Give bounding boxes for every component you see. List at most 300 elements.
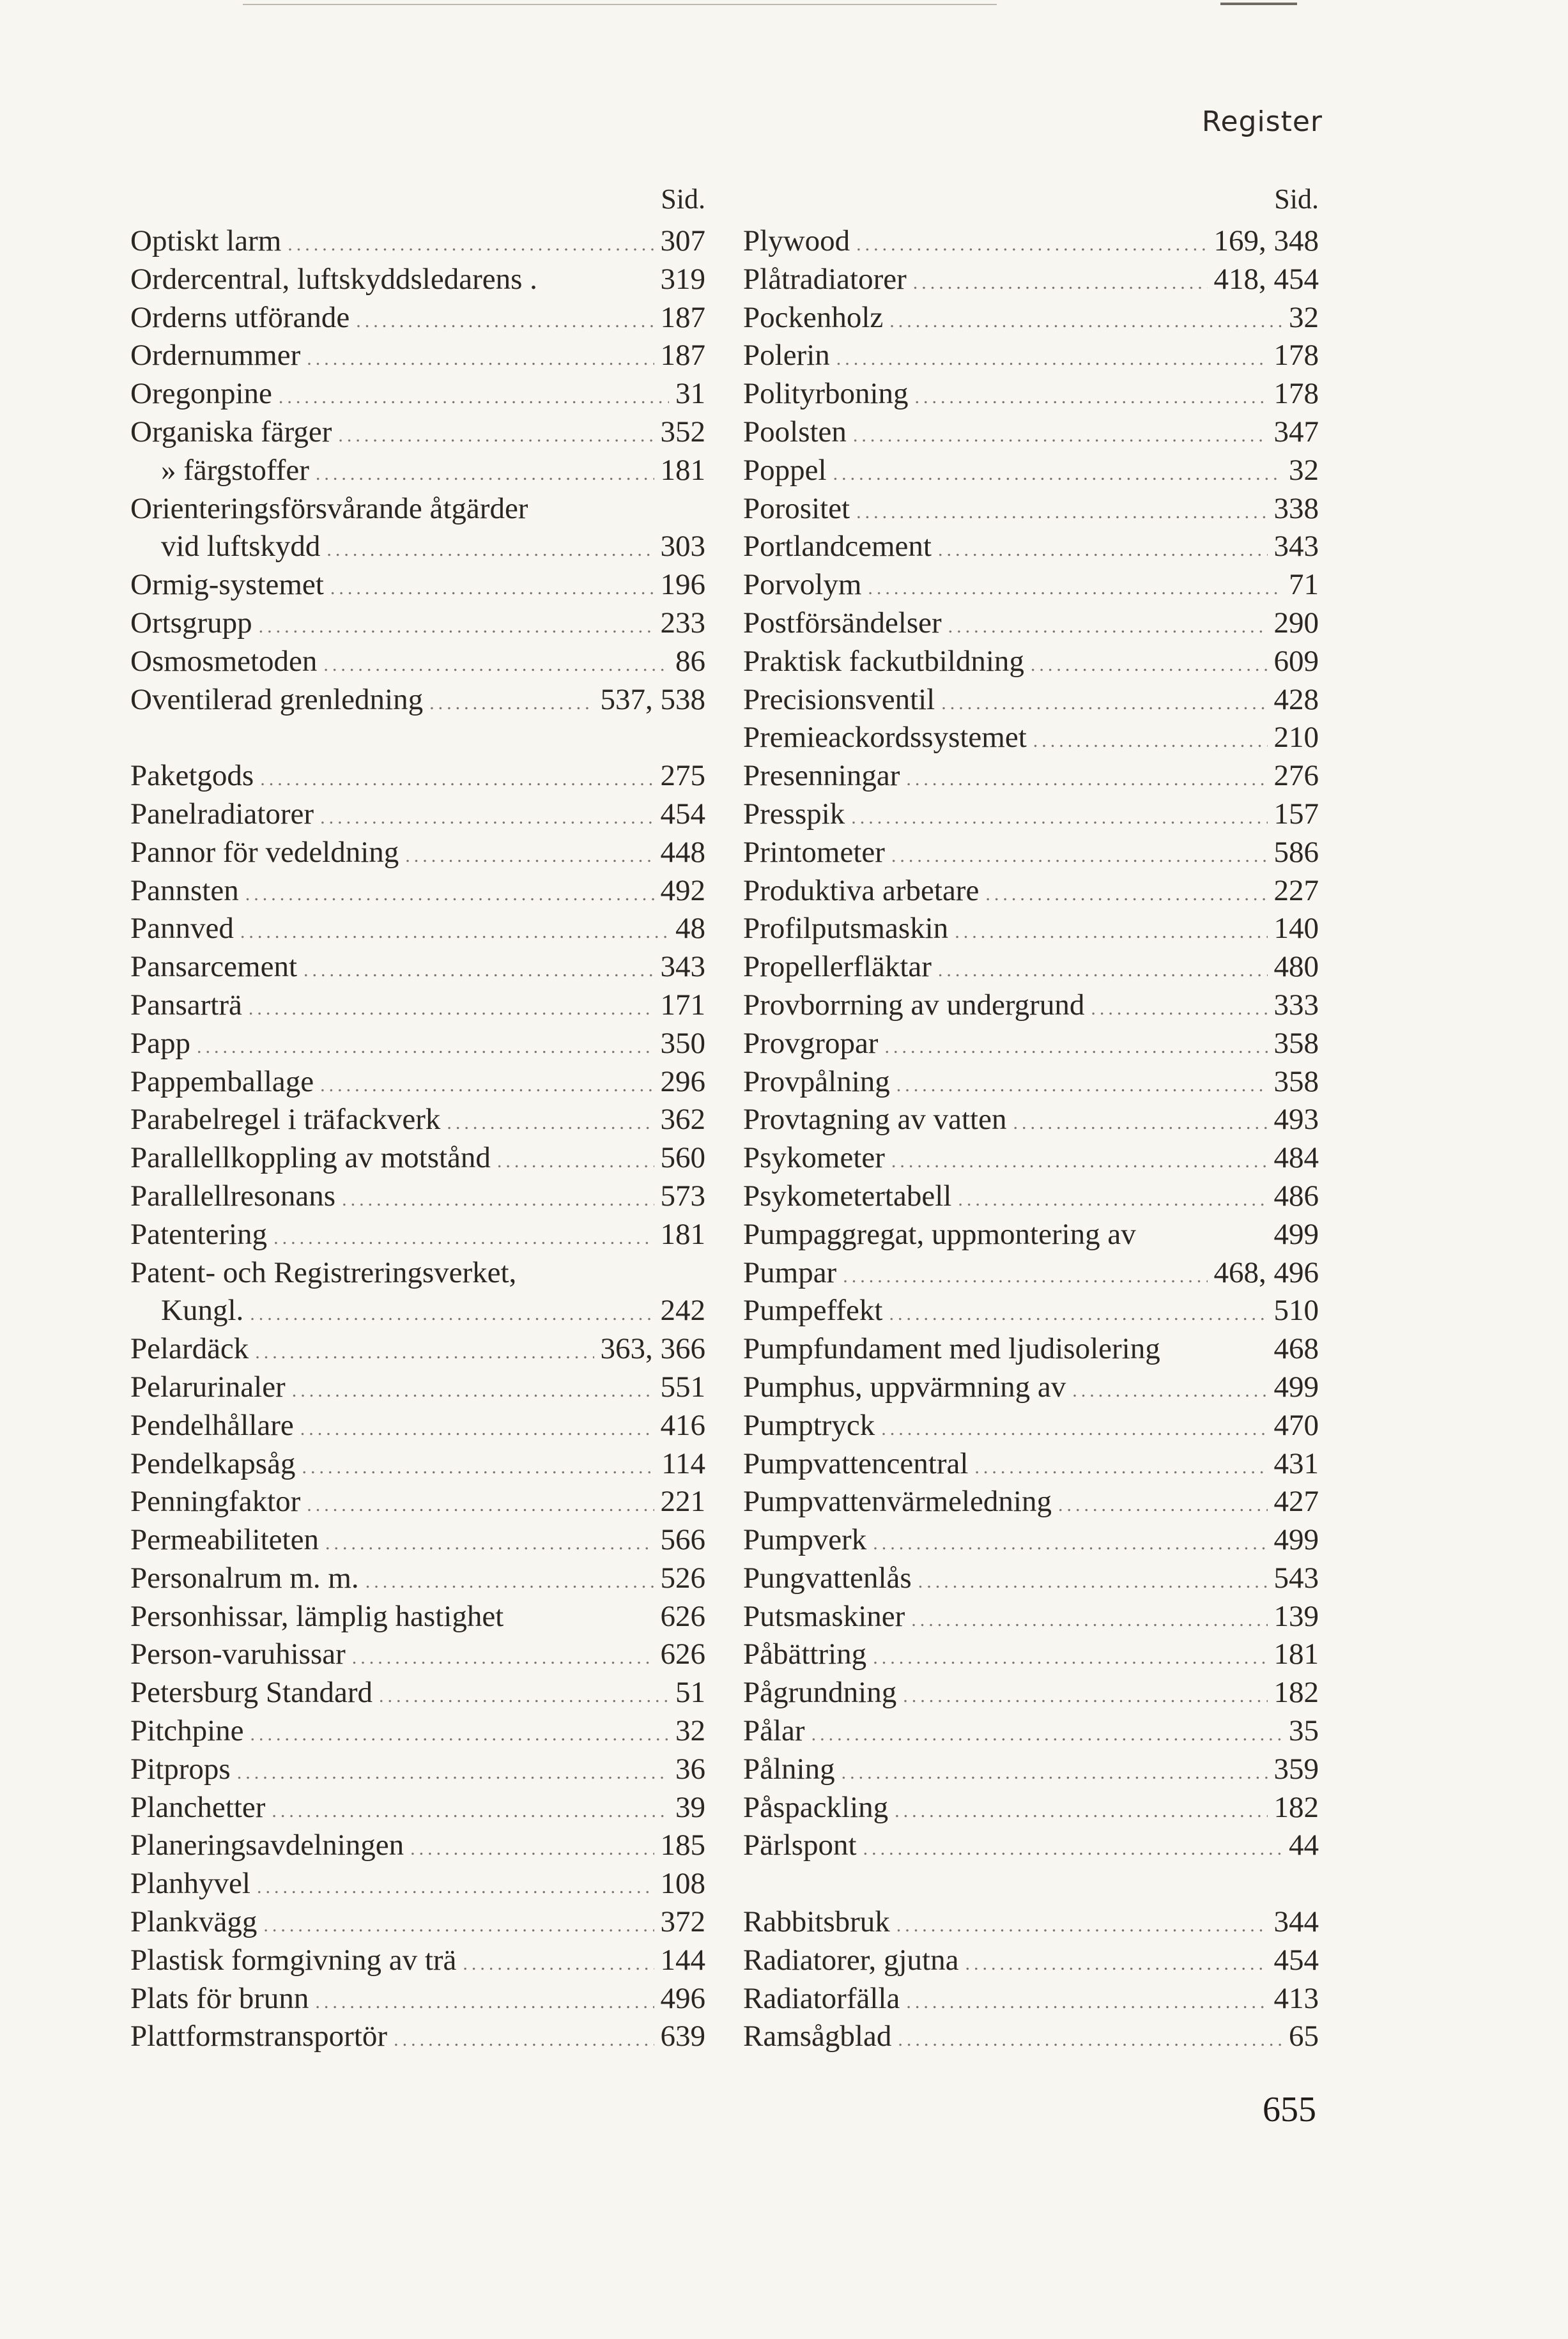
index-term: Parallellresonans — [130, 1179, 336, 1213]
dot-leader — [255, 1333, 594, 1372]
index-page-ref: 44 — [1289, 1829, 1319, 1862]
index-page-ref: 187 — [660, 339, 705, 372]
dot-leader — [250, 1715, 669, 1754]
dot-leader — [302, 1448, 655, 1487]
index-page-ref: 227 — [1273, 873, 1319, 907]
index-page-ref: 140 — [1273, 912, 1319, 946]
dot-leader — [891, 837, 1268, 875]
index-page-ref: 431 — [1273, 1446, 1319, 1480]
index-term: Pansarcement — [130, 950, 298, 984]
index-page-ref: 639 — [660, 2020, 705, 2053]
index-entry — [743, 1139, 1319, 1177]
index-term: Presenningar — [743, 759, 900, 793]
sid-label-left: Sid. — [661, 183, 705, 215]
section-gap — [743, 1865, 1319, 1903]
index-term: Pannor för vedeldning — [130, 835, 399, 869]
index-term: Precisionsventil — [743, 682, 935, 716]
index-page-ref: 499 — [1273, 1370, 1319, 1404]
index-page-ref: 338 — [1273, 491, 1319, 525]
dot-leader — [833, 455, 1282, 493]
index-page-ref: 185 — [660, 1829, 705, 1862]
index-entry — [743, 1483, 1319, 1521]
index-entry — [743, 1254, 1319, 1292]
index-term: Premieackordssystemet — [743, 721, 1027, 755]
index-entry — [743, 1980, 1319, 2018]
dot-leader — [257, 1868, 654, 1906]
dot-leader — [891, 1142, 1268, 1181]
dot-leader — [913, 264, 1208, 302]
index-entry — [743, 1827, 1319, 1865]
sid-label-right: Sid. — [1274, 183, 1319, 215]
index-entry — [743, 1789, 1319, 1827]
dot-leader — [851, 799, 1267, 837]
index-page-ref: 586 — [1273, 835, 1319, 869]
index-column-left — [130, 180, 705, 2056]
index-term: Plywood — [743, 224, 850, 257]
index-term: Planchetter — [130, 1790, 266, 1824]
index-page-ref: 32 — [1289, 300, 1319, 334]
dot-leader — [429, 684, 594, 723]
index-term: Personalrum m. m. — [130, 1561, 359, 1595]
index-entry — [130, 1139, 705, 1177]
index-entry — [130, 1980, 705, 2018]
index-entry — [743, 757, 1319, 795]
index-term: Oventilerad grenledning — [130, 682, 424, 716]
dot-leader — [836, 340, 1268, 378]
index-entry — [743, 566, 1319, 604]
index-term: Parallellkoppling av motstånd — [130, 1141, 491, 1175]
index-entry — [743, 1942, 1319, 1980]
dot-leader — [873, 1639, 1267, 1677]
index-page-ref: 71 — [1289, 568, 1319, 602]
index-page-ref: 480 — [1273, 950, 1319, 984]
index-entry — [743, 1025, 1319, 1063]
index-page-ref: 372 — [660, 1905, 705, 1939]
index-term: Porositet — [743, 491, 850, 525]
index-page-ref: 182 — [1273, 1676, 1319, 1710]
index-entry — [130, 1789, 705, 1827]
index-entry — [130, 1560, 705, 1598]
dot-leader — [259, 608, 654, 646]
dot-leader — [1091, 990, 1267, 1028]
dot-leader — [304, 951, 654, 990]
index-entry — [130, 2018, 705, 2056]
index-page-ref: 496 — [660, 1981, 705, 2015]
dot-leader — [911, 1601, 1267, 1639]
index-entry — [130, 1216, 705, 1254]
dot-leader — [918, 1563, 1268, 1601]
dot-leader — [896, 1906, 1268, 1945]
index-page-ref: 347 — [1273, 415, 1319, 449]
index-entry — [743, 1445, 1319, 1484]
index-entry — [130, 1751, 705, 1789]
index-page-ref: 36 — [675, 1752, 705, 1786]
index-entry — [130, 566, 705, 604]
index-entry — [743, 337, 1319, 375]
index-term: Pendelhållare — [130, 1408, 294, 1442]
index-entry — [743, 1751, 1319, 1789]
dot-leader — [338, 417, 654, 455]
index-entry — [743, 1101, 1319, 1139]
dot-leader — [330, 569, 654, 608]
index-entry — [743, 1216, 1319, 1254]
dot-leader — [896, 1066, 1268, 1105]
index-page-ref: 499 — [1273, 1523, 1319, 1557]
index-entry — [130, 1063, 705, 1101]
index-entry — [743, 986, 1319, 1025]
index-entry — [130, 222, 705, 261]
index-term: Permeabiliteten — [130, 1523, 319, 1557]
dot-leader — [379, 1677, 669, 1715]
dot-leader — [365, 1563, 654, 1601]
index-page-ref: 350 — [660, 1026, 705, 1060]
index-page-ref: 307 — [660, 224, 705, 257]
index-page-ref: 114 — [661, 1446, 705, 1480]
index-term: Pannsten — [130, 873, 239, 907]
index-term: Plankvägg — [130, 1905, 257, 1939]
dot-leader — [292, 1372, 654, 1410]
page-number: 655 — [1263, 2090, 1316, 2129]
index-term: Plåtradiatorer — [743, 262, 907, 296]
index-page-ref: 526 — [660, 1561, 705, 1595]
index-term: Pålar — [743, 1714, 805, 1748]
dot-leader — [1058, 1486, 1268, 1524]
index-entry — [743, 681, 1319, 719]
index-entry — [743, 604, 1319, 643]
index-term: Radiatorer, gjutna — [743, 1943, 959, 1977]
index-entry — [743, 452, 1319, 490]
index-entry — [130, 375, 705, 413]
index-term: Pannved — [130, 912, 234, 946]
index-entry — [743, 834, 1319, 872]
dot-leader — [948, 608, 1268, 646]
index-page-ref: 358 — [1273, 1064, 1319, 1098]
dot-leader — [868, 569, 1282, 608]
index-page-ref: 486 — [1273, 1179, 1319, 1213]
dot-leader — [323, 646, 669, 684]
dot-leader — [895, 1792, 1267, 1830]
index-term: Provpålning — [743, 1064, 890, 1098]
index-entry — [130, 1177, 705, 1216]
index-page-ref: 178 — [1273, 377, 1319, 411]
index-term: Pumpaggregat, uppmontering av — [743, 1217, 1136, 1251]
index-entry — [130, 337, 705, 375]
index-entry — [130, 1674, 705, 1712]
top-edge-mark — [1220, 3, 1297, 5]
index-entry — [743, 1369, 1319, 1407]
index-entry — [743, 222, 1319, 261]
index-page-ref: 358 — [1273, 1026, 1319, 1060]
dot-leader — [842, 1754, 1268, 1792]
index-entry — [743, 795, 1319, 834]
dot-leader — [249, 990, 654, 1028]
index-term: Pansarträ — [130, 988, 242, 1022]
dot-leader — [974, 1448, 1267, 1487]
index-term: Profilputsmaskin — [743, 912, 949, 946]
index-entry — [743, 948, 1319, 986]
index-term: Organiska färger — [130, 415, 332, 449]
index-entry — [130, 490, 705, 528]
entries-right — [743, 222, 1319, 2056]
dot-leader — [898, 2021, 1282, 2059]
index-page-ref: 32 — [675, 1714, 705, 1748]
index-term: Pumpar — [743, 1255, 837, 1289]
dot-leader — [197, 1028, 654, 1066]
index-page-ref: 573 — [660, 1179, 705, 1213]
index-term: Panelradiatorer — [130, 797, 314, 831]
index-entry — [743, 1521, 1319, 1560]
index-term: Pungvattenlås — [743, 1561, 912, 1595]
index-term: Produktiva arbetare — [743, 873, 980, 907]
index-entry — [130, 528, 705, 566]
index-page-ref: 418, 454 — [1213, 262, 1319, 296]
index-entry — [743, 910, 1319, 948]
index-term: Planhyvel — [130, 1867, 250, 1901]
dot-leader — [903, 1677, 1267, 1715]
index-entry — [130, 872, 705, 910]
dot-leader — [915, 378, 1268, 417]
dot-leader — [327, 531, 654, 569]
index-page-ref: 413 — [1273, 1981, 1319, 2015]
index-page-ref: 157 — [1273, 797, 1319, 831]
index-page-ref: 492 — [660, 873, 705, 907]
index-term: Provtagning av vatten — [743, 1103, 1007, 1137]
index-page-ref: 139 — [1273, 1599, 1319, 1633]
index-term: Rabbitsbruk — [743, 1905, 890, 1939]
dot-leader — [497, 1142, 654, 1181]
dot-leader — [873, 1524, 1267, 1563]
dot-leader — [843, 1257, 1207, 1296]
index-term: Pumphus, uppvärmning av — [743, 1370, 1066, 1404]
index-page-ref: 182 — [1273, 1790, 1319, 1824]
index-term: Propellerfläktar — [743, 950, 932, 984]
index-page-ref: 210 — [1273, 721, 1319, 755]
dot-leader — [288, 226, 654, 264]
dot-leader — [240, 913, 669, 951]
index-entry — [130, 1025, 705, 1063]
index-entry — [130, 1827, 705, 1865]
index-entry — [130, 1598, 705, 1636]
index-entry — [130, 1942, 705, 1980]
index-term: Orderns utförande — [130, 300, 350, 334]
index-page-ref: 108 — [660, 1867, 705, 1901]
index-term: Papp — [130, 1026, 190, 1060]
index-term: Pumptryck — [743, 1408, 875, 1442]
index-entry — [130, 643, 705, 681]
index-page-ref: 468 — [1273, 1332, 1319, 1366]
index-term: » färgstoffer — [161, 453, 309, 487]
index-entry — [130, 795, 705, 834]
index-page-ref: 181 — [660, 1217, 705, 1251]
index-entry — [743, 1636, 1319, 1674]
index-page-ref: 48 — [675, 912, 705, 946]
index-term: Pumpvattencentral — [743, 1446, 969, 1480]
index-entry — [743, 1063, 1319, 1101]
dot-leader — [245, 875, 654, 914]
index-term: Pålning — [743, 1752, 835, 1786]
dot-leader — [447, 1104, 654, 1142]
index-column-right — [743, 180, 1319, 2056]
dot-leader — [889, 1295, 1267, 1333]
index-page-ref: 543 — [1273, 1561, 1319, 1595]
dot-leader — [906, 760, 1267, 799]
dot-leader — [463, 1945, 654, 1983]
index-page-ref: 626 — [660, 1599, 705, 1633]
index-entry — [743, 1674, 1319, 1712]
dot-leader — [320, 799, 654, 837]
index-term: Plattformstransportör — [130, 2020, 388, 2053]
index-entry — [130, 1903, 705, 1942]
index-page-ref: 470 — [1273, 1408, 1319, 1442]
index-term: Ormig-systemet — [130, 568, 324, 602]
index-entry — [743, 643, 1319, 681]
index-entry — [743, 1177, 1319, 1216]
dot-leader — [884, 1028, 1267, 1066]
index-term: Pumpeffekt — [743, 1294, 883, 1328]
index-term: Pumpvattenvärmeledning — [743, 1485, 1052, 1519]
index-page-ref: 510 — [1273, 1294, 1319, 1328]
index-entry — [130, 1445, 705, 1484]
index-term: Ortsgrupp — [130, 606, 252, 640]
index-term: vid luftskydd — [161, 530, 321, 564]
index-page-ref: 303 — [660, 530, 705, 564]
dot-leader — [941, 684, 1267, 723]
dot-leader — [279, 378, 669, 417]
index-page-ref: 319 — [660, 262, 705, 296]
index-page-ref: 233 — [660, 606, 705, 640]
index-term: Poppel — [743, 453, 827, 487]
index-entry — [743, 1407, 1319, 1445]
index-entry — [743, 413, 1319, 452]
index-page-ref: 169, 348 — [1213, 224, 1319, 257]
index-page-ref: 65 — [1289, 2020, 1319, 2053]
index-entry — [743, 1598, 1319, 1636]
dot-leader — [342, 1181, 654, 1219]
index-entry — [130, 299, 705, 337]
index-page-ref: 537, 538 — [600, 682, 705, 716]
index-term: Oregonpine — [130, 377, 272, 411]
index-page-ref: 499 — [1273, 1217, 1319, 1251]
index-page-ref: 242 — [660, 1294, 705, 1328]
index-entry — [743, 375, 1319, 413]
dot-leader — [273, 1219, 654, 1257]
index-page-ref: 221 — [660, 1485, 705, 1519]
index-page-ref: 276 — [1273, 759, 1319, 793]
index-term: Ordernummer — [130, 339, 301, 372]
index-page-ref: 32 — [1289, 453, 1319, 487]
index-term: Pärlspont — [743, 1829, 857, 1862]
index-page-ref: 333 — [1273, 988, 1319, 1022]
index-page-ref: 454 — [1273, 1943, 1319, 1977]
index-term: Påspackling — [743, 1790, 889, 1824]
dot-leader — [881, 1410, 1267, 1448]
index-page-ref: 609 — [1273, 644, 1319, 678]
section-gap — [130, 719, 705, 757]
index-entry — [743, 261, 1319, 299]
dot-leader — [965, 1945, 1267, 1983]
index-term: Porvolym — [743, 568, 862, 602]
entries-left — [130, 222, 705, 2056]
index-page-ref: 178 — [1273, 339, 1319, 372]
index-page-ref: 296 — [660, 1064, 705, 1098]
dot-leader — [320, 1066, 654, 1105]
index-entry — [130, 1101, 705, 1139]
index-term: Provgropar — [743, 1026, 879, 1060]
index-page-ref: 427 — [1273, 1485, 1319, 1519]
dot-leader — [272, 1792, 669, 1830]
index-page-ref: 51 — [675, 1676, 705, 1710]
dot-leader — [316, 455, 654, 493]
index-term: Plats för brunn — [130, 1981, 309, 2015]
index-term: Planeringsavdelningen — [130, 1829, 404, 1862]
dot-leader — [889, 302, 1282, 341]
index-page-ref: 290 — [1273, 606, 1319, 640]
dot-leader — [856, 493, 1267, 532]
dot-leader — [1033, 722, 1268, 760]
index-term: Parabelregel i träfackverk — [130, 1103, 441, 1137]
top-edge-line — [243, 4, 997, 5]
dot-leader — [1013, 1104, 1267, 1142]
index-entry — [130, 261, 705, 299]
index-term: Osmosmetoden — [130, 644, 318, 678]
index-term: Kungl. — [161, 1294, 244, 1328]
index-page-ref: 362 — [660, 1103, 705, 1137]
index-term: Poolsten — [743, 415, 847, 449]
dot-leader — [307, 340, 654, 378]
index-entry — [743, 1560, 1319, 1598]
dot-leader — [394, 2021, 654, 2059]
index-entry — [130, 681, 705, 719]
dot-leader — [811, 1715, 1282, 1754]
index-term: Polerin — [743, 339, 830, 372]
index-page-ref: 428 — [1273, 682, 1319, 716]
index-page-ref: 343 — [1273, 530, 1319, 564]
index-term: Pumpverk — [743, 1523, 867, 1557]
index-page-ref: 144 — [660, 1943, 705, 1977]
index-entry — [130, 1369, 705, 1407]
index-term: Pitchpine — [130, 1714, 244, 1748]
index-page-ref: 35 — [1289, 1714, 1319, 1748]
index-page-ref: 484 — [1273, 1141, 1319, 1175]
index-entry — [743, 719, 1319, 757]
index-entry — [130, 948, 705, 986]
index-entry — [743, 2018, 1319, 2056]
dot-leader — [260, 760, 654, 799]
index-entry — [130, 413, 705, 452]
index-term: Presspik — [743, 797, 845, 831]
index-page-ref: 352 — [660, 415, 705, 449]
dot-leader — [352, 1639, 654, 1677]
index-term: Pitprops — [130, 1752, 231, 1786]
dot-leader — [1072, 1372, 1267, 1410]
index-page-ref: 359 — [1273, 1752, 1319, 1786]
index-page-ref: 343 — [660, 950, 705, 984]
dot-leader — [300, 1410, 654, 1448]
index-term: Patentering — [130, 1217, 268, 1251]
index-page-ref: 275 — [660, 759, 705, 793]
index-entry — [130, 1292, 705, 1330]
index-term: Personhissar, lämplig hastighet — [130, 1599, 504, 1633]
index-term: Pelardäck — [130, 1332, 249, 1366]
index-term: Pappemballage — [130, 1064, 314, 1098]
index-term: Portlandcement — [743, 530, 932, 564]
index-term: Person-varuhissar — [130, 1637, 346, 1671]
index-entry — [130, 910, 705, 948]
index-page-ref: 493 — [1273, 1103, 1319, 1137]
index-term: Postförsändelser — [743, 606, 942, 640]
dot-leader — [410, 1830, 654, 1868]
dot-leader — [863, 1830, 1282, 1868]
